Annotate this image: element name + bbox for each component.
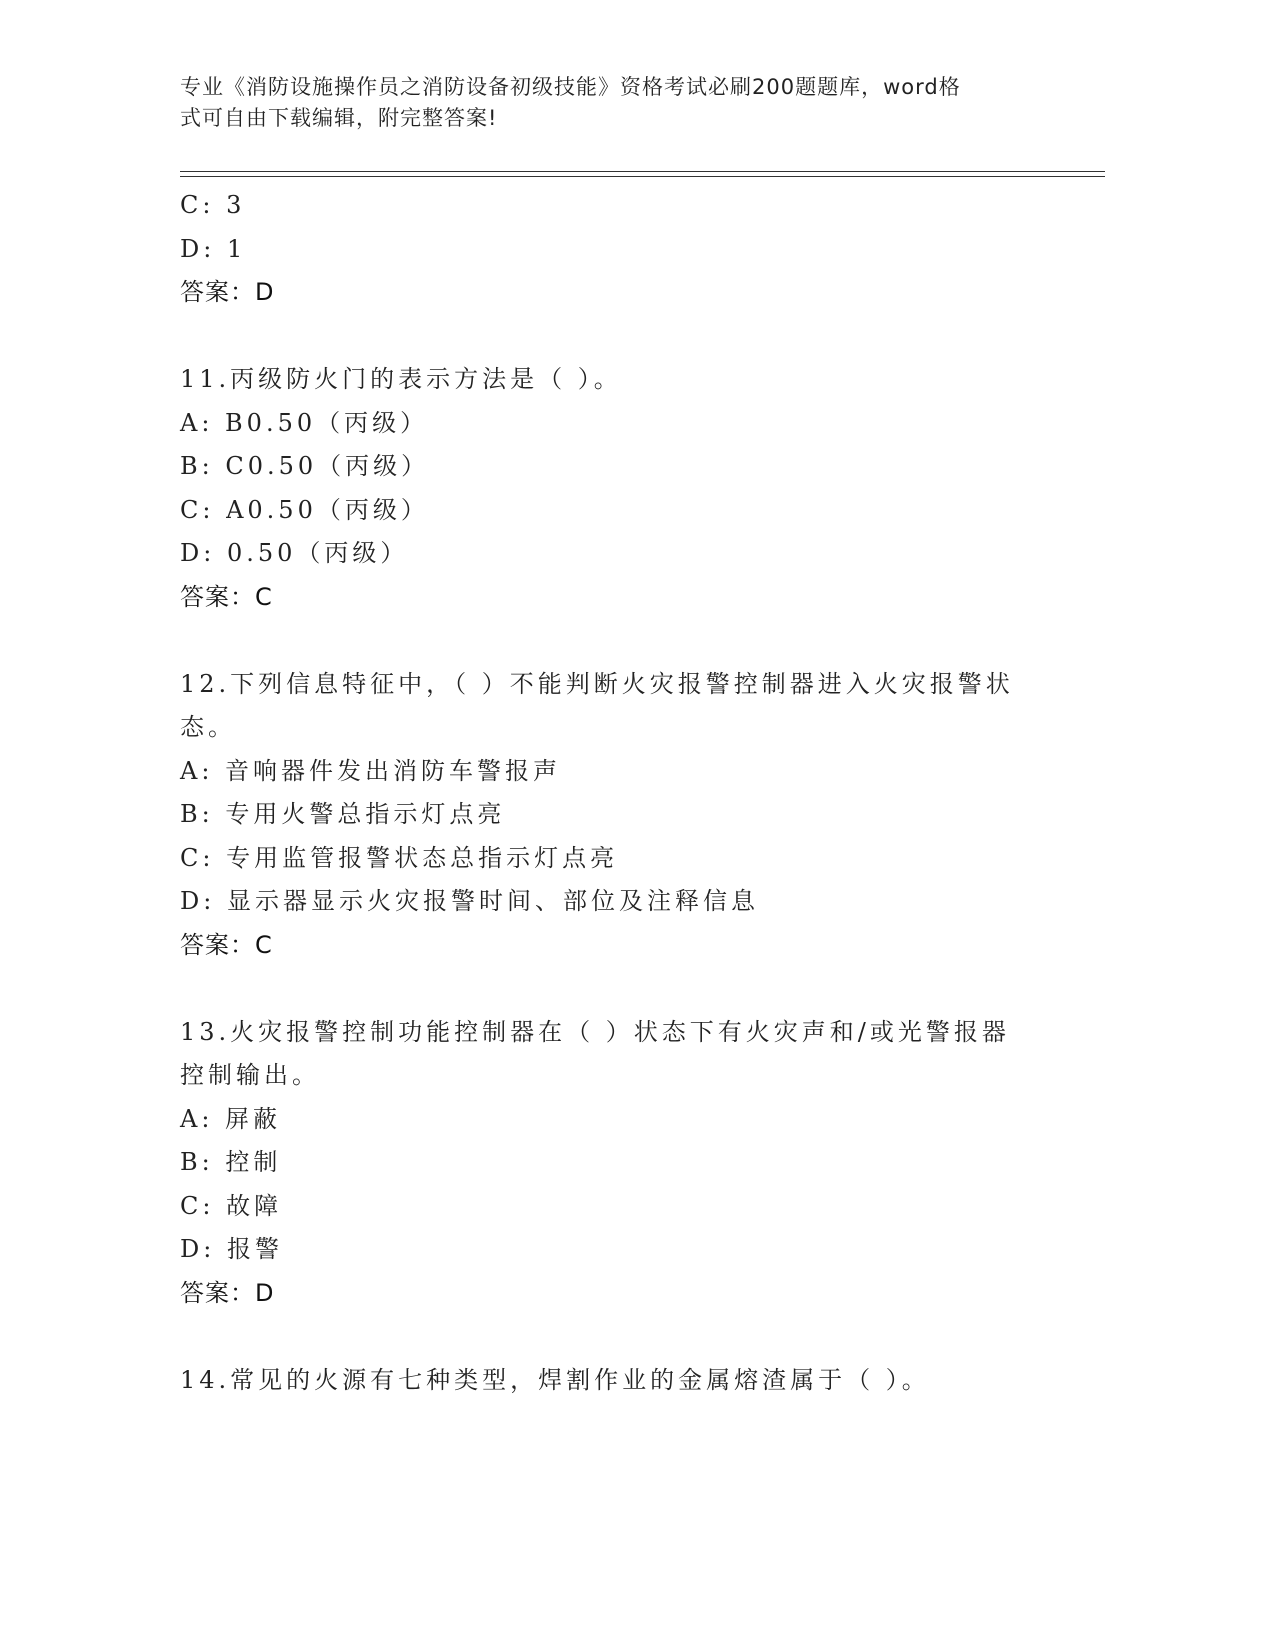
question-list <box>180 184 1105 1402</box>
option-c: C: 3 <box>180 191 246 219</box>
option-d: D: 报警 <box>180 1235 283 1263</box>
option-d: D: 0.50（丙级） <box>180 539 409 567</box>
option-d: D: 1 <box>180 234 247 263</box>
option-c: C: 故障 <box>180 1191 283 1220</box>
question-12 <box>180 663 1105 968</box>
question-stem: 13.火灾报警控制功能控制器在（ ）状态下有火灾声和/或光警报器 <box>180 1017 1010 1046</box>
question-spacer <box>180 315 1105 359</box>
answer-line: 答案：D <box>180 1278 275 1307</box>
question-stem-continued: 态。 <box>180 713 236 741</box>
question-spacer <box>180 1315 1105 1359</box>
header-divider-top <box>180 171 1105 172</box>
question-14 <box>180 1359 1105 1403</box>
question-13 <box>180 1011 1105 1316</box>
header-title-line-2: 式可自由下载编辑，附完整答案! <box>180 106 498 130</box>
option-b: B: 控制 <box>180 1148 282 1176</box>
question-stem-continued: 控制输出。 <box>180 1061 320 1089</box>
question-stem: 12.下列信息特征中，（ ）不能判断火灾报警控制器进入火灾报警状 <box>180 669 1014 698</box>
option-a: A: B0.50（丙级） <box>180 408 429 437</box>
option-b: B: 专用火警总指示灯点亮 <box>180 800 506 828</box>
option-c: C: A0.50（丙级） <box>180 495 429 524</box>
option-a: A: 屏蔽 <box>180 1104 282 1133</box>
answer-line: 答案：C <box>180 582 273 611</box>
header-title-line-1: 专业《消防设施操作员之消防设备初级技能》资格考试必刷200题题库，word格 <box>180 75 961 99</box>
option-b: B: C0.50（丙级） <box>180 452 430 480</box>
header-divider-bottom <box>180 176 1105 177</box>
option-c: C: 专用监管报警状态总指示灯点亮 <box>180 843 619 872</box>
option-d: D: 显示器显示火灾报警时间、部位及注释信息 <box>180 887 759 915</box>
option-a: A: 音响器件发出消防车警报声 <box>180 756 562 785</box>
answer-line: 答案：C <box>180 930 273 959</box>
document-header <box>180 72 1060 134</box>
question-spacer <box>180 619 1105 663</box>
answer-line: 答案：D <box>180 278 275 306</box>
question-11 <box>180 358 1105 619</box>
question-10-continued <box>180 184 1105 315</box>
question-stem: 14.常见的火源有七种类型，焊割作业的金属熔渣属于（ ）。 <box>180 1365 930 1394</box>
question-stem: 11.丙级防火门的表示方法是（ ）。 <box>180 365 622 393</box>
question-spacer <box>180 967 1105 1011</box>
